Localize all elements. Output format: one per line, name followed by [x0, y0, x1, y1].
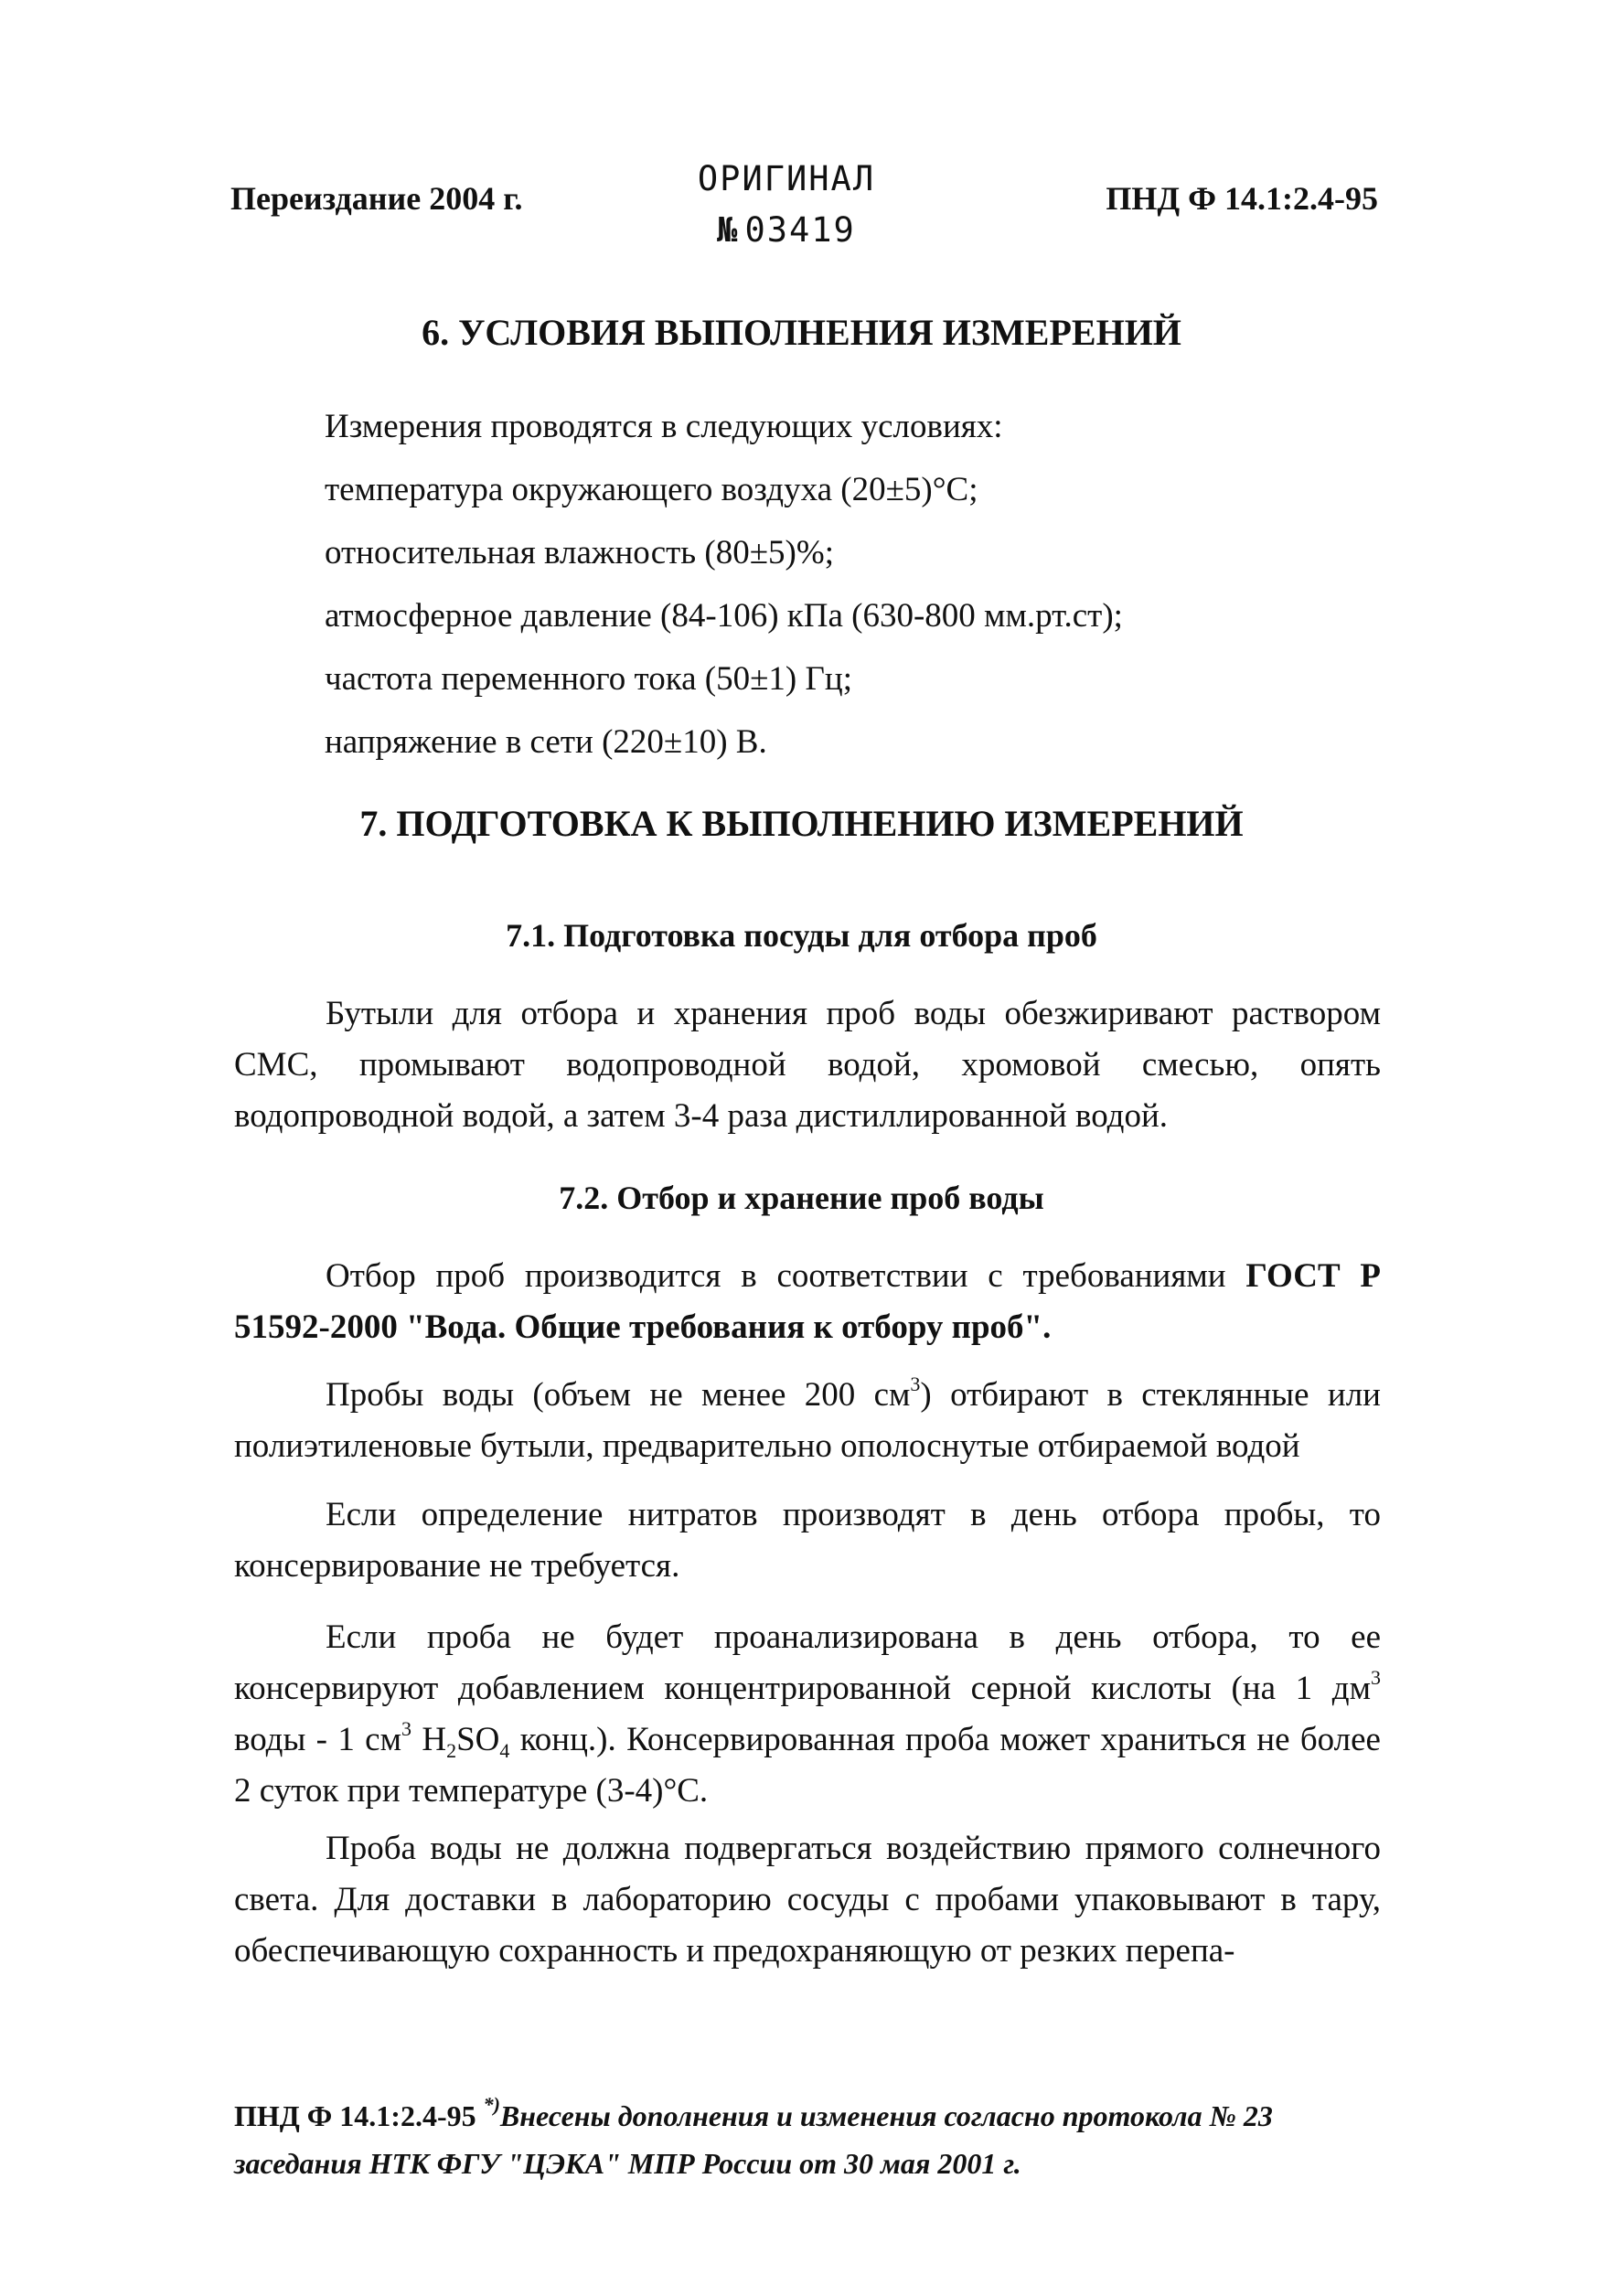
preservation-sup-1: 3 [1371, 1666, 1381, 1689]
preservation-text-b: воды - 1 см [234, 1721, 401, 1758]
footer-note-line-2: заседания НТК ФГУ "ЦЭКА" МПР России от 30 мая 2001 г. [234, 2147, 1021, 2180]
stamp-number: 03419 [744, 210, 856, 250]
preservation-sup-2: 3 [401, 1717, 411, 1740]
original-stamp [681, 154, 892, 256]
stamp-title: ОРИГИНАЛ [697, 159, 876, 198]
sample-volume-text-b: ) отбирают в стеклянные или полиэтиленовые бутыли, предварительно ополоснутые отбираемой водой [234, 1376, 1381, 1465]
sample-volume-text-a: Пробы воды (объем не менее 200 см [326, 1376, 911, 1414]
condition-pressure: атмосферное давление (84-106) кПа (630-800 мм.рт.ст); [325, 597, 1123, 635]
gost-reference: ГОСТ Р 51592-2000 "Вода. Общие требования к отбору проб". [234, 1257, 1381, 1346]
sunlight-text: Проба воды не должна подвергаться воздействию прямого солнечного света. Для доставки в лабораторию сосуды с пробами упаковывают в тару, обеспечивающую сохранность и предохраняющую от резких перепа- [234, 1830, 1381, 1970]
measurement-conditions [325, 395, 1123, 774]
page-footer [234, 2092, 1423, 2187]
section-6-title: 6. УСЛОВИЯ ВЫПОЛНЕНИЯ ИЗМЕРЕНИЙ [422, 312, 1181, 353]
preservation-sub-1: 2 [446, 1739, 457, 1762]
paragraph-preservation [234, 1612, 1381, 1817]
subsection-7-1-title: 7.1. Подготовка посуды для отбора проб [506, 917, 1097, 954]
nitrate-same-day-text: Если определение нитратов производят в день отбора пробы, то консервирование не требуется. [234, 1496, 1381, 1585]
paragraph-sunlight [234, 1823, 1381, 1977]
reprint-note: Переиздание 2004 г. [230, 180, 523, 217]
paragraph-sample-volume [234, 1370, 1381, 1472]
paragraph-sampling-standard [234, 1251, 1381, 1353]
footer-note-line-1: Внесены дополнения и изменения согласно протокола № 23 [499, 2099, 1273, 2132]
section-7-title: 7. ПОДГОТОВКА К ВЫПОЛНЕНИЮ ИЗМЕРЕНИЙ [359, 803, 1244, 844]
conditions-intro: Измерения проводятся в следующих условиях: [325, 408, 1003, 445]
condition-temperature: температура окружающего воздуха (20±5)°С; [325, 471, 978, 508]
preservation-text-c: H [411, 1721, 447, 1758]
sample-volume-sup: 3 [910, 1372, 921, 1395]
paragraph-nitrate-same-day [234, 1490, 1381, 1592]
sampling-text: Отбор проб производится в соответствии с требованиями [326, 1257, 1226, 1295]
footer-doc-code: ПНД Ф 14.1:2.4-95 [234, 2099, 476, 2132]
condition-frequency: частота переменного тока (50±1) Гц; [325, 660, 852, 698]
paragraph-7-1-text: Бутыли для отбора и хранения проб воды обезжиривают раствором СМС, промывают водопроводной водой, хромовой смесью, опять водопроводной водой, а затем 3-4 раза дистиллированной водой. [234, 995, 1381, 1135]
doc-code-header: ПНД Ф 14.1:2.4-95 [1106, 180, 1378, 217]
subsection-7-2-title: 7.2. Отбор и хранение проб воды [559, 1180, 1044, 1216]
paragraph-7-1 [234, 988, 1381, 1142]
stamp-number-line [681, 205, 892, 256]
stamp-no-sign: № [717, 210, 740, 250]
preservation-text-d: SO [456, 1721, 500, 1758]
condition-voltage: напряжение в сети (220±10) В. [325, 723, 767, 761]
preservation-text-e: конц.). Консервированная проба может храниться не более 2 суток при температуре (3-4)°С. [234, 1721, 1381, 1810]
condition-humidity: относительная влажность (80±5)%; [325, 534, 834, 571]
preservation-text-a: Если проба не будет проанализирована в день отбора, то ее консервируют добавлением концентрированной серной кислоты (на 1 дм [234, 1618, 1381, 1707]
footnote-mark: *) [483, 2093, 500, 2116]
preservation-sub-2: 4 [499, 1739, 510, 1762]
footer-line-1 [234, 2092, 1423, 2140]
